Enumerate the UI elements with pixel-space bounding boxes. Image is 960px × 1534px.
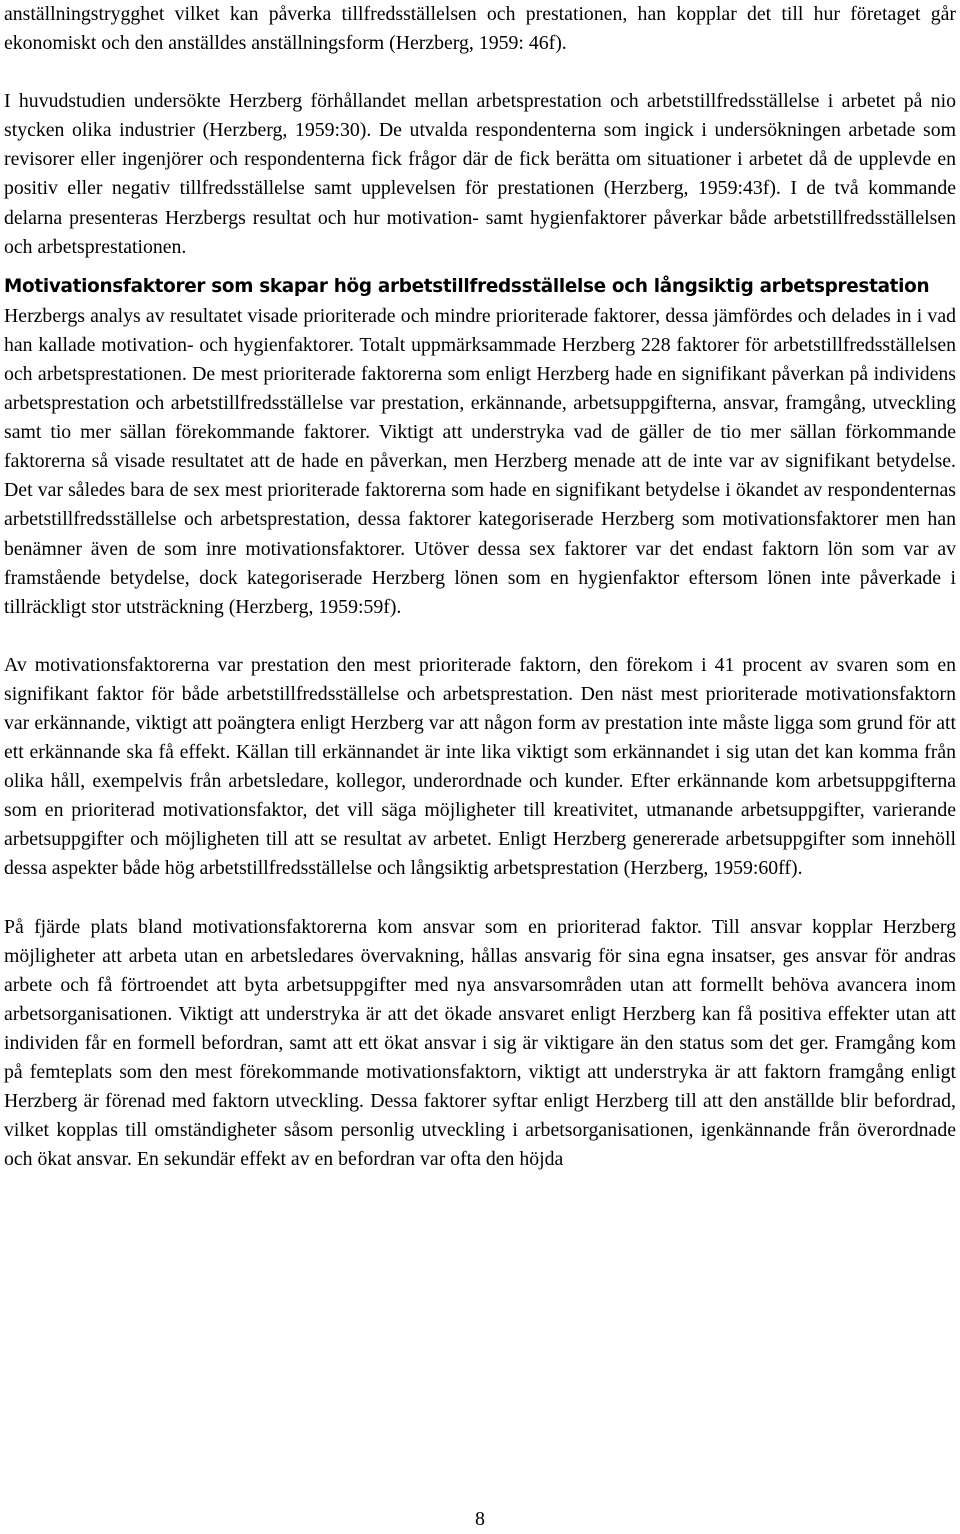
document-page [4, 0, 956, 1174]
paragraph-responsibility: På fjärde plats bland motivationsfaktorerna kom ansvar som en prioriterad faktor. Till ansvar kopplar Herzberg möjligheter att arbeta utan en arbetsledares övervakning, hållas ansvarig för sina egna insatser, ges ansvar för andras arbete och få förtroendet att byta arbetsuppgifter med nya ansvarsområden utan att formellt behöva avancera inom arbetsorganisationen. Viktigt att understryka är att det ökade ansvaret enligt Herzberg kan få positiva effekter utan att individen får en formell befordran, samt att ett ökat ansvar i sig är viktigare än den status som det ger. Framgång kom på femteplats som den mest förekommande motivationsfaktorn, viktigt att understryka är att faktorn framgång enligt Herzberg är förenad med faktorn utveckling. Dessa faktorer syftar enligt Herzberg till att den anställde blir befordrad, vilket kopplas till omständigheter såsom personlig utveckling i arbetsorganisationen, igenkännande från överordnade och ökat ansvar. En sekundär effekt av en befordran var ofta den höjda [4, 915, 956, 1171]
paragraph-spacer [4, 884, 956, 913]
paragraph-main-study: I huvudstudien undersökte Herzberg förhållandet mellan arbetsprestation och arbetstillfredsställelse i arbetet på nio stycken olika industrier (Herzberg, 1959:30). De utvalda respondenterna som ingick i undersökningen arbetade som revisorer eller ingenjörer och respondenterna fick frågor där de fick berätta om situationer i arbetet då de upplevde en positiv eller negativ tillfredsställelse samt upplevelsen för prestationen (Herzberg, 1959:43f). I de två kommande delarna presenteras Herzbergs resultat och hur motivation- samt hygienfaktorer påverkar både arbetstillfredsställelsen och arbetsprestationen. [4, 90, 956, 258]
paragraph-intro-continuation: anställningstrygghet vilket kan påverka tillfredsställelsen och prestationen, han kopplar det till hur företaget går ekonomiskt och den anställdes anställningsform (Herzberg, 1959: 46f). [4, 3, 956, 55]
section-heading: Motivationsfaktorer som skapar hög arbetstillfredsställelse och långsiktig arbetsprestation [4, 275, 930, 297]
paragraph-spacer [4, 58, 956, 87]
page-number: 8 [475, 1508, 485, 1530]
paragraph-motivation-factors: Av motivationsfaktorerna var prestation den mest prioriterade faktorn, den förekom i 41 procent av svaren som en signifikant faktor för både arbetstillfredsställelse och arbetsprestation. Den näst mest prioriterade motivationsfaktorn var erkännande, viktigt att poängtera enligt Herzberg var att någon form av prestation inte måste ligga som grund för att ett erkännande ska få effekt. Källan till erkännandet är inte lika viktigt som erkännandet i sig utan det kan komma från olika håll, exempelvis från arbetsledare, kollegor, underordnade och kunder. Efter erkännande kom arbetsuppgifterna som en prioriterad motivationsfaktor, det vill säga möjligheter till kreativitet, utmanande arbetsuppgifter, varierande arbetsuppgifter och möjligheten till att se resultat av arbetet. Enligt Herzberg genererade arbetsuppgifter som innehöll dessa aspekter både hög arbetstillfredsställelse och långsiktig arbetsprestation (Herzberg, 1959:60ff). [4, 653, 956, 880]
paragraph-spacer [4, 622, 956, 651]
paragraph-analysis: Herzbergs analys av resultatet visade prioriterade och mindre prioriterade faktorer, dessa jämfördes och delades in i vad han kallade motivation- och hygienfaktorer. Totalt uppmärksammade Herzberg 228 faktorer för arbetstillfredsställelsen och arbetsprestationen. De mest prioriterade faktorerna som enligt Herzberg hade en signifikant påverkan på individens arbetsprestation och arbetstillfredsställelse var prestation, erkännande, arbetsuppgifterna, ansvar, framgång, utveckling samt tio mer sällan förekommande faktorer. Viktigt att understryka vad de gäller de tio mer sällan förkommande faktorerna så visade resultatet att de hade en påverkan, men Herzberg menade att de inte var av signifikant betydelse. Det var således bara de sex mest prioriterade faktorerna som hade en signifikant betydelse i ökandet av respondenternas arbetstillfredsställelse och arbetsprestation, dessa faktorer kategoriserade Herzberg som motivationsfaktorer men han benämner även de som inre motivationsfaktorer. Utöver dessa sex faktorer var det endast faktorn lön som var av framstående betydelse, dock kategoriserade Herzberg lönen som en hygienfaktor eftersom lönen inte påverkade i tillräckligt stor utsträckning (Herzberg, 1959:59f). [4, 304, 956, 618]
